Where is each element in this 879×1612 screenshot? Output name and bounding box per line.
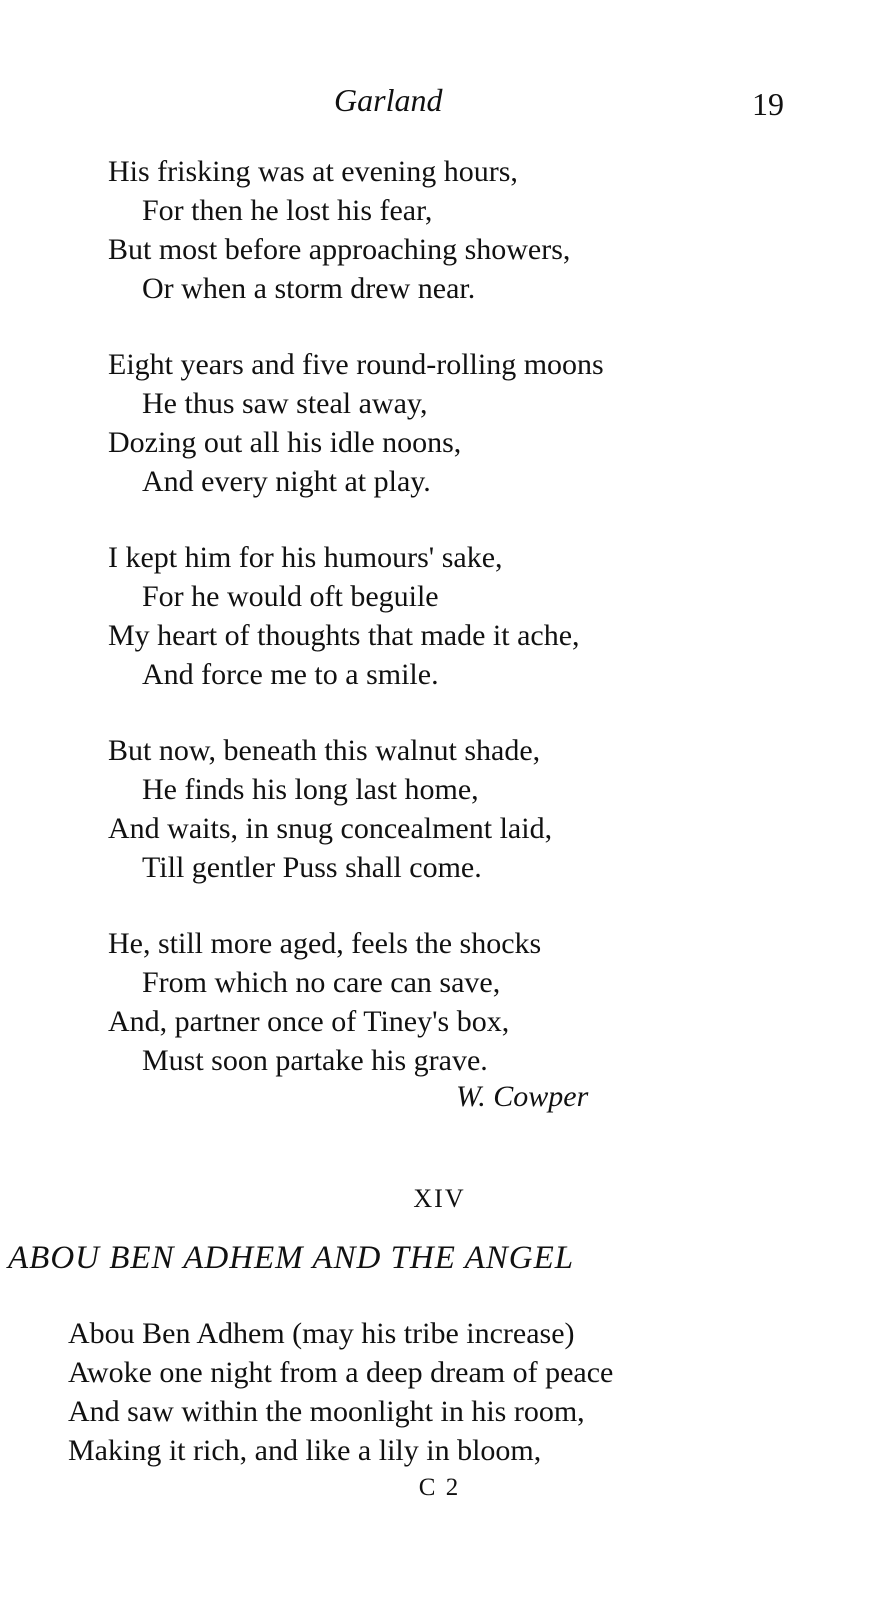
running-title: Garland bbox=[334, 82, 443, 118]
section-number: XIV bbox=[413, 1184, 466, 1213]
stanza bbox=[108, 345, 808, 501]
poem-line: But now, beneath this walnut shade, bbox=[108, 734, 541, 767]
poem-line: He, still more aged, feels the shocks bbox=[108, 927, 542, 960]
running-head bbox=[0, 82, 879, 126]
poem-line: And waits, in snug concealment laid, bbox=[108, 812, 553, 845]
poem-line: And every night at play. bbox=[142, 465, 431, 498]
poem-line: For he would oft beguile bbox=[142, 580, 439, 613]
poem-line: Must soon partake his grave. bbox=[142, 1044, 488, 1077]
poem-line: For then he lost his fear, bbox=[142, 194, 433, 227]
poem-line: From which no care can save, bbox=[142, 966, 501, 999]
stanza bbox=[108, 538, 808, 694]
poem-line: Till gentler Puss shall come. bbox=[142, 851, 482, 884]
poem-line: My heart of thoughts that made it ache, bbox=[108, 619, 580, 652]
section-title: ABOU BEN ADHEM AND THE ANGEL bbox=[8, 1240, 575, 1276]
signature-mark: C 2 bbox=[418, 1474, 461, 1501]
poem-line: But most before approaching showers, bbox=[108, 233, 571, 266]
stanza bbox=[108, 924, 808, 1080]
next-poem-body bbox=[68, 1314, 848, 1470]
stanza bbox=[108, 152, 808, 308]
poem-line: Dozing out all his idle noons, bbox=[108, 426, 462, 459]
poem-line: I kept him for his humours' sake, bbox=[108, 541, 503, 574]
poem-line: Abou Ben Adhem (may his tribe increase) bbox=[68, 1317, 575, 1350]
stanza bbox=[108, 731, 808, 887]
poem-line: Eight years and five round-rolling moons bbox=[108, 348, 604, 381]
poem-body bbox=[108, 152, 808, 1117]
poem-line: Awoke one night from a deep dream of peace bbox=[68, 1356, 614, 1389]
poem-line: And saw within the moonlight in his room, bbox=[68, 1395, 585, 1428]
poem-line: His frisking was at evening hours, bbox=[108, 155, 518, 188]
poem-line: Or when a storm drew near. bbox=[142, 272, 476, 305]
poem-line: And, partner once of Tiney's box, bbox=[108, 1005, 510, 1038]
page-number: 19 bbox=[752, 86, 784, 122]
author-signature: W. Cowper bbox=[456, 1080, 589, 1113]
poem-line: And force me to a smile. bbox=[142, 658, 439, 691]
poem-line: He finds his long last home, bbox=[142, 773, 479, 806]
poem-line: He thus saw steal away, bbox=[142, 387, 428, 420]
poem-line: Making it rich, and like a lily in bloom, bbox=[68, 1434, 542, 1467]
